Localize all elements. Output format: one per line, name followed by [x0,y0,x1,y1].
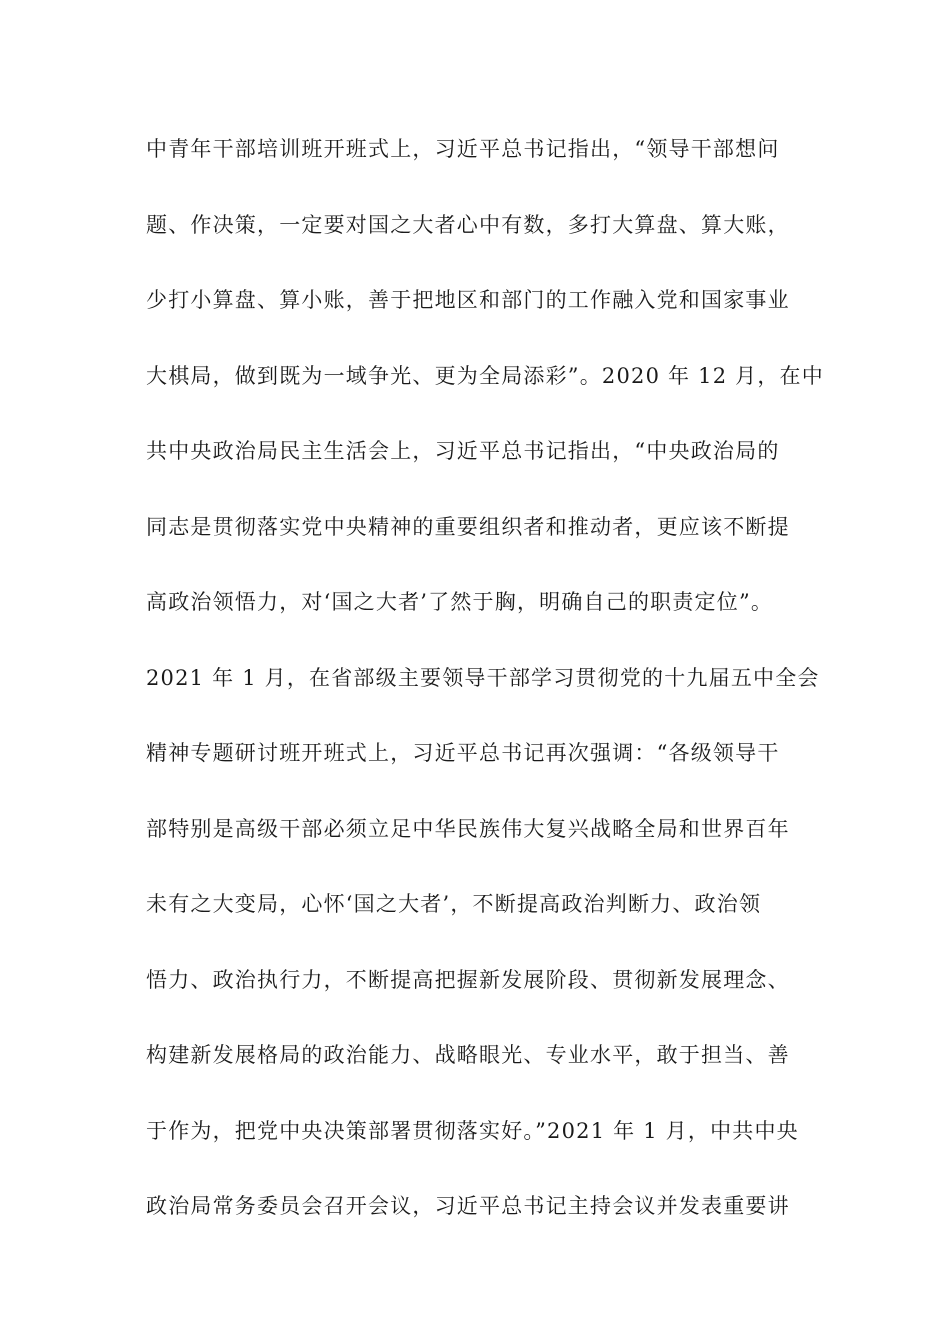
text-line: 高政治领悟力，对‘国之大者’了然于胸，明确自己的职责定位”。 [146,590,774,614]
text-line: 中青年干部培训班开班式上，习近平总书记指出，“领导干部想问 [146,137,780,161]
text-line: 2021 年 1 月，在省部级主要领导干部学习贯彻党的十九届五中全会 [146,665,820,690]
text-line: 政治局常务委员会召开会议，习近平总书记主持会议并发表重要讲 [146,1194,790,1218]
text-line: 悟力、政治执行力，不断提高把握新发展阶段、贯彻新发展理念、 [146,967,790,992]
text-line: 未有之大变局，心怀‘国之大者’，不断提高政治判断力、政治领 [146,892,762,916]
text-line: 精神专题研讨班开班式上，习近平总书记再次强调：“各级领导干 [146,741,780,765]
text-line: 构建新发展格局的政治能力、战略眼光、专业水平，敢于担当、善 [146,1043,790,1067]
text-line: 共中央政治局民主生活会上，习近平总书记指出，“中央政治局的 [146,439,780,463]
text-line: 部特别是高级干部必须立足中华民族伟大复兴战略全局和世界百年 [146,816,790,841]
text-line: 于作为，把党中央决策部署贯彻落实好。”2021 年 1 月，中共中央 [146,1118,799,1143]
text-line: 同志是贯彻落实党中央精神的重要组织者和推动者，更应该不断提 [146,514,790,539]
text-line: 题、作决策，一定要对国之大者心中有数，多打大算盘、算大账， [146,212,790,237]
body-text [146,128,824,1261]
text-line: 少打小算盘、算小账，善于把地区和部门的工作融入党和国家事业 [146,288,790,312]
text-line: 大棋局，做到既为一域争光、更为全局添彩”。2020 年 12 月，在中 [146,363,824,388]
